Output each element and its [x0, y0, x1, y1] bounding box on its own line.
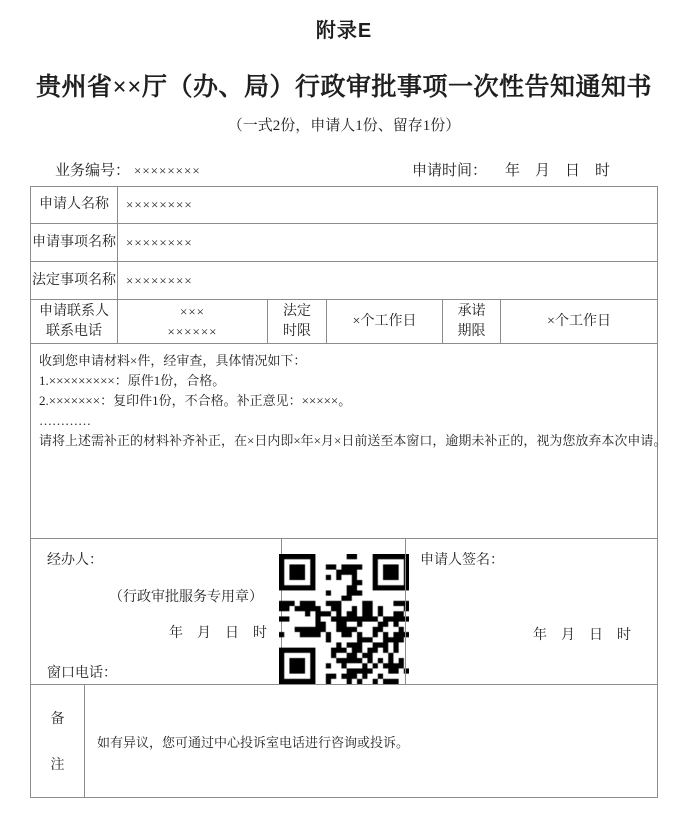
table-row-contact [31, 299, 657, 343]
business-number-value: ×××××××× [134, 163, 201, 178]
window-phone-label: 窗口电话： [47, 666, 117, 681]
review-line: 2.×××××××：复印件1份，不合格。补正意见：×××××。 [39, 393, 352, 408]
table-row-remark [31, 684, 657, 797]
legal-item-name-label: 法定事项名称 [32, 272, 116, 288]
statutory-limit-label: 法定 时限 [267, 300, 326, 343]
subtitle: （一式2份，申请人1份、留存1份） [227, 118, 461, 134]
apply-time-label: 申请时间： [411, 163, 487, 179]
apply-item-name-value: ×××××××× [117, 224, 657, 261]
review-line: ………… [39, 413, 91, 428]
applicant-sign-label: 申请人签名： [420, 553, 504, 568]
qr-cell [281, 539, 405, 684]
qr-code-image [279, 554, 409, 684]
applicant-name-value: ×××××××× [117, 187, 657, 223]
remark-label: 备 注 [50, 712, 65, 773]
operator-cell [31, 539, 281, 684]
review-text-block [31, 344, 667, 538]
legal-item-name-value: ×××××××× [117, 262, 657, 299]
remark-content: 如有异议，您可通过中心投诉室电话进行咨询或投诉。 [84, 685, 657, 797]
seal-note: （行政审批服务专用章） [109, 590, 263, 605]
apply-item-name-label: 申请事项名称 [32, 234, 116, 250]
contact-label: 申请联系人 联系电话 [39, 303, 109, 339]
form-table [30, 186, 667, 798]
promise-limit-value: ×个工作日 [500, 300, 657, 343]
document-page [0, 14, 688, 798]
promise-limit-label: 承诺 期限 [442, 300, 500, 343]
review-line: 1.×××××××××：原件1份，合格。 [39, 373, 226, 388]
operator-label: 经办人： [47, 553, 103, 568]
applicant-date: 年 月 日 时 [533, 628, 631, 643]
business-number-label: 业务编号： [55, 163, 131, 179]
review-line: 收到您申请材料×件，经审查，具体情况如下： [39, 353, 307, 368]
business-number [55, 159, 201, 180]
meta-row [30, 159, 658, 180]
applicant-name-label: 申请人名称 [39, 197, 109, 212]
table-row-legal-item-name [31, 261, 657, 299]
review-line: 请将上述需补正的材料补齐补正，在×日内即×年×月×日前送至本窗口，逾期未补正的，视为您放弃本次申请。 [39, 433, 667, 448]
apply-time [412, 159, 610, 180]
page-title: 贵州省××厅（办、局）行政审批事项一次性告知通知书 [36, 74, 652, 101]
contact-value: ××× ×××××× [117, 300, 267, 343]
applicant-sign-cell [405, 539, 657, 684]
operator-date: 年 月 日 时 [169, 626, 267, 641]
table-row-apply-item-name [31, 223, 657, 261]
statutory-limit-value: ×个工作日 [326, 300, 442, 343]
table-row-applicant-name [31, 187, 657, 223]
table-row-signatures [31, 538, 657, 684]
apply-time-value: 年 月 日 时 [504, 163, 610, 179]
table-row-review [31, 343, 667, 538]
appendix-label: 附录E [315, 20, 373, 42]
